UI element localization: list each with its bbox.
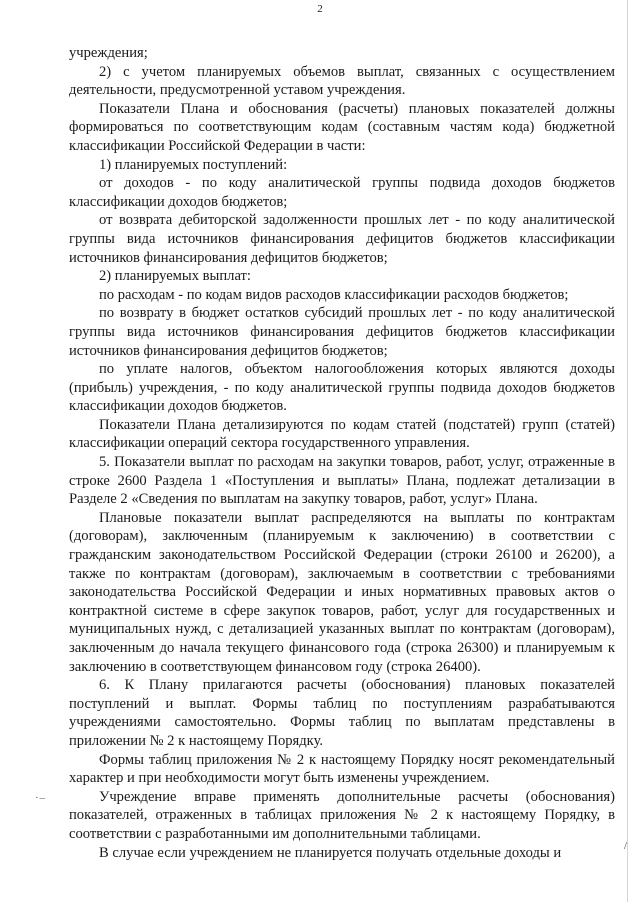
page-number: 2: [317, 3, 323, 15]
paragraph: В случае если учреждением не планируется получать отдельные доходы и: [99, 844, 562, 861]
scan-margin-mark-right: /: [624, 840, 628, 852]
paragraph: 6. К Плану прилагаются расчеты (обоснования) плановых показателей поступлений и выплат. Формы таблиц по поступлениям разрабатываются учреждениями самостоятельно. Формы таблиц по выплатам представлены в приложении № 2 к настоящему Порядку.: [69, 677, 615, 749]
scan-margin-mark: ·–: [35, 792, 47, 804]
paragraph: Показатели Плана и обоснования (расчеты) плановых показателей должны формироваться по соответствующим кодам (составным частям кода) бюджетной классификации Российской Федерации в части:: [69, 100, 615, 154]
paragraph: по возврату в бюджет остатков субсидий прошлых лет - по коду аналитической группы вида источников финансирования дефицитов бюджетов классификации источников финансирования дефицитов бюджетов;: [69, 305, 615, 359]
paragraph: 5. Показатели выплат по расходам на закупки товаров, работ, услуг, отраженные в строке 2600 Раздела 1 «Поступления и выплаты» Плана, подлежат детализации в Разделе 2 «Сведения по выплатам на закупку товаров, работ, услуг» Плана.: [69, 454, 615, 508]
paragraph: Плановые показатели выплат распределяются на выплаты по контрактам (договорам), заключенным (планируемым к заключению) в соответствии с гражданским законодательством Российской Федерации (строки 26100 и 26200), а также по контрактам (договорам), заключаемым в соответствии с требованиями законодательства Российской Федерации и иных нормативных правовых актов о контрактной системе в сфере закупок товаров, работ, услуг для государственных и муниципальных нужд, с детализацией указанных выплат по контрактам (договорам), заключенным до начала текущего финансового года (строка 26300) и планируемым к заключению в соответствующем финансовом году (строка 26400).: [69, 509, 615, 675]
paragraph: Формы таблиц приложения № 2 к настоящему Порядку носят рекомендательный характер и при необходимости могут быть изменены учреждением.: [69, 751, 615, 787]
paragraph: от доходов - по коду аналитической группы подвида доходов бюджетов классификации доходов бюджетов;: [69, 175, 615, 210]
paragraph: 1) планируемых поступлений:: [99, 156, 288, 173]
paragraph: учреждения;: [69, 45, 148, 61]
paragraph: Учреждение вправе применять дополнительные расчеты (обоснования) показателей, отраженных в таблицах приложения № 2 к настоящему Порядку, в соответствии с разработанными им дополнительными таблицами.: [69, 788, 615, 842]
paragraph: 2) с учетом планируемых объемов выплат, связанных с осуществлением деятельности, предусмотренной уставом учреждения.: [69, 63, 615, 99]
scan-edge-line: [627, 0, 628, 902]
paragraph: по уплате налогов, объектом налогообложения которых являются доходы (прибыль) учреждения, - по коду аналитической группы подвида доходов бюджетов классификации доходов бюджетов.: [69, 361, 615, 415]
paragraph: от возврата дебиторской задолженности прошлых лет - по коду аналитической группы вида источников финансирования дефицитов бюджетов классификации источников финансирования дефицитов бюджетов;: [69, 212, 615, 266]
document-body: [69, 44, 615, 862]
paragraph: Показатели Плана детализируются по кодам статей (подстатей) групп (статей) классификации операций сектора государственного управления.: [69, 416, 615, 452]
paragraph: 2) планируемых выплат:: [99, 268, 251, 285]
paragraph: по расходам - по кодам видов расходов классификации расходов бюджетов;: [99, 286, 569, 303]
